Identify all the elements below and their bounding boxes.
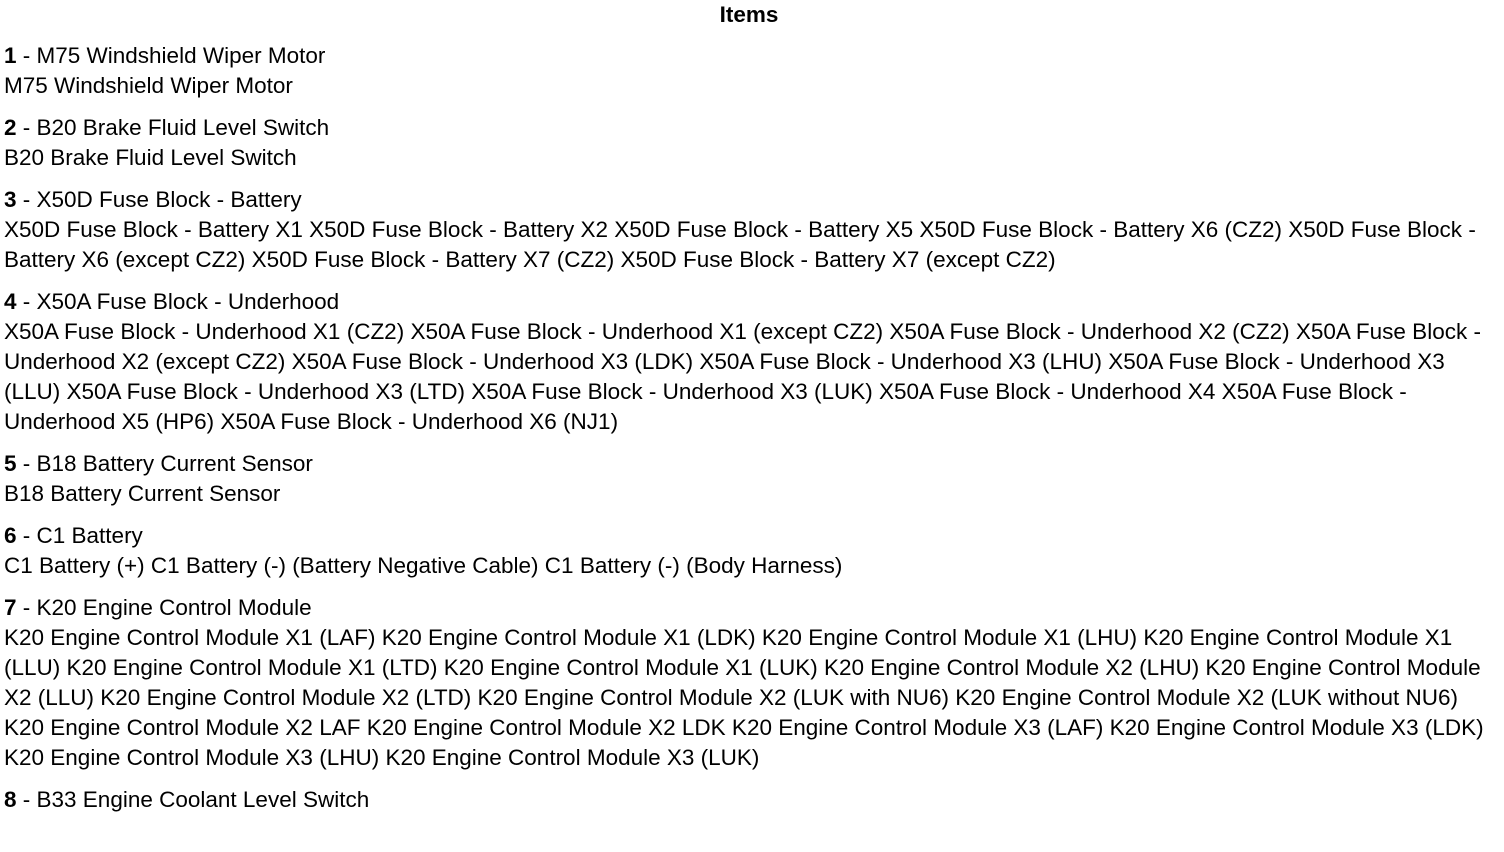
list-item — [4, 449, 1494, 509]
item-separator: - — [16, 289, 37, 314]
item-number: 4 — [4, 289, 17, 314]
list-item — [4, 287, 1494, 437]
item-number: 7 — [4, 595, 17, 620]
list-item — [4, 185, 1494, 275]
item-name: M75 Windshield Wiper Motor — [36, 43, 326, 68]
item-heading — [4, 593, 1494, 623]
item-heading — [4, 449, 1494, 479]
item-connectors: M75 Windshield Wiper Motor — [4, 73, 293, 98]
item-separator: - — [16, 187, 37, 212]
item-separator: - — [16, 523, 37, 548]
list-item — [4, 593, 1494, 773]
item-connectors: C1 Battery (+) C1 Battery (-) (Battery Negative Cable) C1 Battery (-) (Body Harness) — [4, 553, 843, 578]
item-heading — [4, 785, 1494, 815]
item-number: 2 — [4, 115, 17, 140]
item-separator: - — [16, 115, 37, 140]
item-number: 8 — [4, 787, 17, 812]
item-heading — [4, 41, 1494, 71]
item-number: 5 — [4, 451, 17, 476]
item-number: 3 — [4, 187, 17, 212]
item-connectors: B20 Brake Fluid Level Switch — [4, 145, 297, 170]
item-heading — [4, 113, 1494, 143]
item-name: B20 Brake Fluid Level Switch — [36, 115, 330, 140]
item-connectors: X50A Fuse Block - Underhood X1 (CZ2) X50A Fuse Block - Underhood X1 (except CZ2) X50A Fuse Block - Underhood X2 (CZ2) X50A Fuse Block - Underhood X2 (except CZ2) X50A Fuse Block - Underhood X3 (LDK) X50A Fuse Block - Underhood X3 (LHU) X50A Fuse Block - Underhood X3 (LLU) X50A Fuse Block - Underhood X3 (LTD) X50A Fuse Block - Underhood X3 (LUK) X50A Fuse Block - Underhood X4 X50A Fuse Block - Underhood X5 (HP6) X50A Fuse Block - Underhood X6 (NJ1) — [4, 319, 1481, 434]
item-name: B18 Battery Current Sensor — [36, 451, 313, 476]
item-name: X50A Fuse Block - Underhood — [36, 289, 340, 314]
list-item — [4, 41, 1494, 101]
list-item — [4, 785, 1494, 815]
item-name: B33 Engine Coolant Level Switch — [36, 787, 370, 812]
item-name: X50D Fuse Block - Battery — [36, 187, 302, 212]
list-item — [4, 113, 1494, 173]
item-name: K20 Engine Control Module — [36, 595, 312, 620]
item-number: 6 — [4, 523, 17, 548]
item-heading — [4, 287, 1494, 317]
item-number: 1 — [4, 43, 17, 68]
item-separator: - — [16, 595, 37, 620]
items-list — [4, 41, 1494, 815]
item-heading — [4, 185, 1494, 215]
list-item — [4, 521, 1494, 581]
item-heading — [4, 521, 1494, 551]
item-separator: - — [16, 451, 37, 476]
page-title: Items — [719, 2, 779, 27]
item-separator: - — [16, 787, 37, 812]
item-separator: - — [16, 43, 37, 68]
item-connectors: K20 Engine Control Module X1 (LAF) K20 Engine Control Module X1 (LDK) K20 Engine Control Module X1 (LHU) K20 Engine Control Module X1 (LLU) K20 Engine Control Module X1 (LTD) K20 Engine Control Module X1 (LUK) K20 Engine Control Module X2 (LHU) K20 Engine Control Module X2 (LLU) K20 Engine Control Module X2 (LTD) K20 Engine Control Module X2 (LUK with NU6) K20 Engine Control Module X2 (LUK without NU6) K20 Engine Control Module X2 LAF K20 Engine Control Module X2 LDK K20 Engine Control Module X3 (LAF) K20 Engine Control Module X3 (LDK) K20 Engine Control Module X3 (LHU) K20 Engine Control Module X3 (LUK) — [4, 625, 1484, 770]
item-name: C1 Battery — [36, 523, 143, 548]
item-connectors: X50D Fuse Block - Battery X1 X50D Fuse Block - Battery X2 X50D Fuse Block - Battery X5 X50D Fuse Block - Battery X6 (CZ2) X50D Fuse Block - Battery X6 (except CZ2) X50D Fuse Block - Battery X7 (CZ2) X50D Fuse Block - Battery X7 (except CZ2) — [4, 217, 1476, 272]
item-connectors: B18 Battery Current Sensor — [4, 481, 281, 506]
